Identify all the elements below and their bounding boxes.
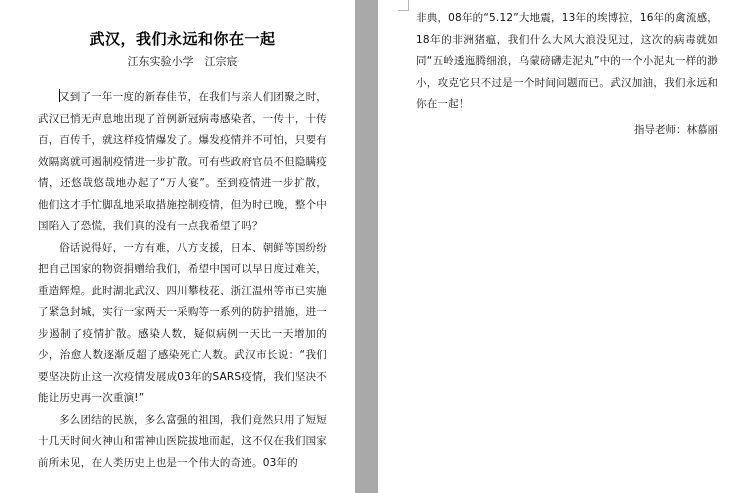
margin-corner-mark [398,0,409,11]
paragraph-4[interactable]: 非典，08年的“5.12”大地震，13年的埃博拉，16年的禽流感，18年的非洲猪瘟，我们什么大风大浪没见过，这次的病毒就如同“五岭逶迤腾细浪，乌蒙磅礴走泥丸”中的一个小泥丸一样的渺小，攻克它只不过是一个时间问题而已。武汉加油，我们永远和你在一起！ [416,12,718,110]
document-page-right [378,0,750,493]
essay-title: 武汉，我们永远和你在一起 [89,30,276,48]
paragraph-2[interactable]: 俗话说得好，一方有难，八方支援，日本、朝鲜等国纷纷把自己国家的物资捐赠给我们，希望中国可以早日度过难关，重造辉煌。此时湖北武汉、四川攀枝花、浙江温州等市已实施了紧急封城，实行一家两天一采购等一系列的防护措施，进一步遏制了疫情扩散。感染人数，疑似病例一天比一天增加的少，治愈人数逐渐反超了感染死亡人数。武汉市长说：“我们要坚决防止这一次疫情发展成03年的SARS疫情，我们坚决不能让历史再一次重演!” [38,241,327,404]
teacher-signature: 指导老师：林慕丽 [634,123,718,136]
essay-author: 江东实验小学 江宗宸 [127,55,238,68]
paragraph-3[interactable]: 多么团结的民族，多么富强的祖国，我们竟然只用了短短十几天时间火神山和雷神山医院拔地而起，这不仅在我们国家前所未见，在人类历史上也是一个伟大的奇迹。03年的 [38,413,327,469]
document-page-left [0,0,355,493]
paragraph-1[interactable] [38,87,327,238]
page-gap [355,0,378,493]
paragraph-1-text: 又到了一年一度的新春佳节，在我们与亲人们团聚之时，武汉已悄无声息地出现了首例新冠病毒感染者，一传十，十传百，百传千，就这样疫情爆发了。爆发疫情并不可怕，只要有效隔离就可遏制疫情进一步扩散。可有些政府官员不但隐瞒疫情，还悠哉悠哉地办起了“万人宴”。至到疫情进一步扩散，他们这才手忙脚乱地采取措施控制疫情，但为时已晚，整个中国陷入了恐慌，我们真的没有一点我希望了吗？ [38,91,327,232]
